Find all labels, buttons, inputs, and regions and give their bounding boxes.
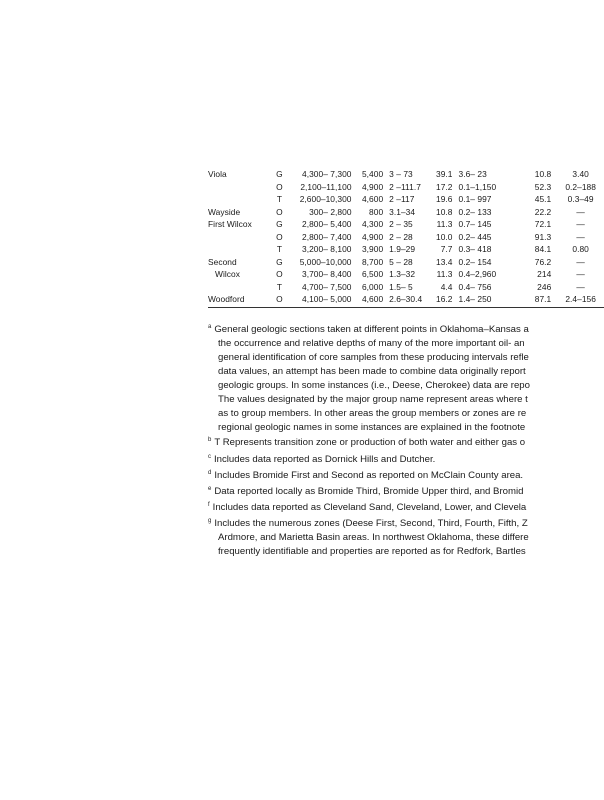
- depth-avg-cell: 800: [369, 206, 384, 217]
- last-column-cell: 2.4–156: [565, 294, 596, 305]
- formation-cell: [208, 243, 269, 256]
- footnote-line: [208, 434, 604, 450]
- formation-cell: Second: [208, 256, 237, 267]
- footnote-marker: a: [208, 324, 212, 330]
- porosity-range-cell: 3.1–34: [389, 206, 416, 217]
- permeability-avg-cell: 10.8: [534, 169, 552, 179]
- permeability-avg-cell: 84.1: [534, 244, 552, 255]
- formation-cell: [208, 281, 269, 294]
- footnote-text: as to group members. In other areas the group members or zones are re: [218, 407, 527, 419]
- last-column-cell: —: [576, 281, 585, 292]
- depth-avg-cell: 3,900: [361, 244, 384, 255]
- footnote-line: [208, 515, 604, 531]
- footnote-line: [208, 365, 604, 379]
- porosity-range-cell: 1.3–32: [389, 269, 416, 280]
- footnote-line: [208, 407, 604, 421]
- table-bottom-rule: [208, 307, 604, 308]
- depth-avg-cell: 8,700: [361, 256, 384, 267]
- footnote-line: [208, 545, 604, 559]
- porosity-avg-cell: 11.3: [436, 219, 453, 230]
- fluid-type-cell: O: [276, 231, 283, 242]
- footnote-line: [208, 499, 604, 515]
- depth-range-cell: 2,800– 5,400: [302, 219, 352, 230]
- table-row: [208, 293, 604, 306]
- table-row: [208, 218, 604, 231]
- permeability-avg-cell: 87.1: [534, 294, 552, 305]
- permeability-avg-cell: 214: [537, 269, 552, 280]
- porosity-avg-cell: 11.3: [436, 269, 453, 280]
- permeability-range-cell: 0.1–1,150: [458, 181, 497, 192]
- formation-cell: [208, 231, 269, 244]
- fluid-type-cell: O: [276, 294, 283, 305]
- footnote-text: The values designated by the major group name represent areas where t: [218, 393, 528, 405]
- footnotes: [208, 321, 604, 559]
- porosity-range-cell: 2 – 35: [389, 219, 413, 230]
- porosity-range-cell: 2 –117: [389, 194, 415, 205]
- last-column-cell: 0.80: [572, 244, 589, 255]
- footnote-line: [208, 483, 604, 499]
- depth-range-cell: 4,700– 7,500: [302, 281, 352, 292]
- permeability-range-cell: 1.4– 250: [458, 294, 492, 305]
- depth-range-cell: 2,100–11,100: [300, 181, 352, 192]
- permeability-range-cell: 0.4– 756: [458, 281, 492, 292]
- footnote-marker: b: [208, 437, 212, 444]
- permeability-avg-cell: 72.1: [534, 219, 552, 230]
- table-row: [208, 231, 604, 244]
- depth-avg-cell: 4,900: [361, 181, 384, 192]
- porosity-range-cell: 3 – 73: [389, 169, 413, 179]
- footnote-line: [208, 393, 604, 407]
- fluid-type-cell: O: [276, 269, 283, 280]
- footnote-text: the occurrence and relative depths of many of the more important oil- an: [218, 338, 525, 350]
- footnote-line: [208, 351, 604, 365]
- formation-cell: First Wilcox: [208, 219, 252, 230]
- footnote-text: Ardmore, and Marietta Basin areas. In northwest Oklahoma, these differe: [218, 532, 529, 543]
- footnote-text: Includes Bromide First and Second as reported on McClain County area.: [214, 469, 524, 481]
- depth-range-cell: 3,700– 8,400: [302, 269, 352, 280]
- permeability-range-cell: 0.3– 418: [458, 244, 492, 255]
- last-column-cell: —: [576, 256, 585, 267]
- fluid-type-cell: G: [276, 169, 283, 179]
- footnote-line: [208, 337, 604, 351]
- depth-range-cell: 3,200– 8,100: [302, 244, 352, 255]
- fluid-type-cell: T: [276, 194, 283, 205]
- permeability-avg-cell: 52.3: [534, 181, 552, 192]
- formation-cell: Wayside: [208, 206, 241, 217]
- formation-cell: [208, 181, 269, 194]
- table-row: [208, 281, 604, 294]
- table-row: [208, 206, 604, 219]
- footnote-marker: f: [208, 501, 210, 508]
- permeability-avg-cell: 45.1: [534, 194, 552, 205]
- table-row: [208, 168, 604, 181]
- footnote-text: General geologic sections taken at different points in Oklahoma–Kansas a: [214, 324, 529, 336]
- fluid-type-cell: G: [276, 256, 283, 267]
- permeability-range-cell: 0.4–2,960: [458, 269, 497, 280]
- table-row: [208, 268, 604, 281]
- depth-range-cell: 5,000–10,000: [299, 256, 352, 267]
- fluid-type-cell: O: [276, 206, 283, 217]
- porosity-range-cell: 2 –111.7: [389, 181, 421, 192]
- footnote-line: [208, 531, 604, 545]
- depth-range-cell: 4,100– 5,000: [302, 294, 352, 305]
- depth-avg-cell: 4,300: [361, 219, 384, 230]
- table-row: [208, 181, 604, 194]
- permeability-range-cell: 0.2– 154: [458, 256, 492, 267]
- last-column-cell: 0.3–49: [567, 194, 594, 205]
- fluid-type-cell: O: [276, 181, 283, 192]
- porosity-avg-cell: 17.2: [436, 181, 453, 192]
- footnote-text: Includes data reported as Cleveland Sand, Cleveland, Lower, and Clevela: [212, 502, 527, 513]
- depth-range-cell: 2,600–10,300: [299, 194, 352, 205]
- porosity-range-cell: 5 – 28: [389, 256, 413, 267]
- footnote-text: regional geologic names in some instances are explained in the footnote: [218, 421, 526, 433]
- permeability-avg-cell: 22.2: [534, 206, 552, 217]
- permeability-avg-cell: 91.3: [534, 231, 552, 242]
- permeability-range-cell: 0.1– 997: [458, 194, 492, 205]
- table-row: [208, 256, 604, 269]
- footnote-line: [208, 421, 604, 435]
- footnote-marker: e: [208, 485, 212, 492]
- porosity-avg-cell: 39.1: [436, 169, 453, 179]
- last-column-cell: —: [576, 269, 585, 280]
- formation-cell: [208, 193, 269, 206]
- depth-avg-cell: 6,500: [361, 269, 384, 280]
- last-column-cell: —: [576, 219, 585, 230]
- porosity-avg-cell: 16.2: [436, 294, 453, 305]
- footnote-marker: g: [208, 517, 212, 524]
- porosity-range-cell: 1.9–29: [389, 244, 416, 255]
- footnote-text: T Represents transition zone or production of both water and either gas o: [214, 437, 526, 449]
- formation-cell: Wilcox: [215, 269, 240, 280]
- footnote-marker: d: [208, 469, 212, 476]
- table-row: [208, 243, 604, 256]
- footnote-text: Includes data reported as Dornick Hills and Dutcher.: [214, 453, 436, 465]
- permeability-range-cell: 0.7– 145: [458, 219, 492, 230]
- depth-range-cell: 2,800– 7,400: [302, 231, 352, 242]
- footnote-text: data values, an attempt has been made to combine data originally report: [218, 365, 526, 377]
- footnote-line: [208, 451, 604, 467]
- porosity-avg-cell: 19.6: [436, 194, 453, 205]
- formation-cell: Woodford: [208, 294, 245, 305]
- depth-avg-cell: 5,400: [361, 169, 384, 179]
- porosity-avg-cell: 10.8: [436, 206, 453, 217]
- footnote-line: [208, 379, 604, 393]
- footnote-text: geologic groups. In some instances (i.e., Deese, Cherokee) data are repo: [218, 379, 530, 391]
- fluid-type-cell: T: [276, 244, 283, 255]
- permeability-range-cell: 3.6– 23: [458, 169, 487, 179]
- depth-range-cell: 4,300– 7,300: [302, 169, 352, 179]
- formation-cell: Viola: [208, 169, 227, 179]
- permeability-range-cell: 0.2– 133: [458, 206, 492, 217]
- permeability-range-cell: 0.2– 445: [458, 231, 492, 242]
- depth-avg-cell: 4,600: [361, 294, 384, 305]
- last-column-cell: —: [576, 231, 585, 242]
- permeability-avg-cell: 246: [537, 281, 552, 292]
- footnote-text: Includes the numerous zones (Deese First, Second, Third, Fourth, Fifth, Z: [214, 518, 528, 530]
- footnote-text: general identification of core samples from these producing intervals refle: [218, 352, 529, 363]
- porosity-range-cell: 1.5– 5: [389, 281, 413, 292]
- reservoir-data-table: [208, 168, 604, 306]
- footnote-text: frequently identifiable and properties are reported as for Redfork, Bartles: [218, 545, 526, 557]
- depth-range-cell: 300– 2,800: [309, 206, 352, 217]
- footnote-text: Data reported locally as Bromide Third, Bromide Upper third, and Bromid: [214, 485, 524, 497]
- depth-avg-cell: 4,900: [361, 231, 384, 242]
- footnote-marker: c: [208, 453, 211, 460]
- last-column-cell: 3.40: [572, 169, 589, 179]
- table-row: [208, 193, 604, 206]
- porosity-range-cell: 2.6–30.4: [389, 294, 423, 305]
- fluid-type-cell: G: [276, 219, 283, 230]
- porosity-avg-cell: 13.4: [436, 256, 453, 267]
- porosity-avg-cell: 4.4: [440, 281, 453, 292]
- porosity-avg-cell: 7.7: [440, 244, 453, 255]
- fluid-type-cell: T: [276, 281, 283, 292]
- depth-avg-cell: 6,000: [361, 281, 384, 292]
- last-column-cell: —: [576, 206, 585, 217]
- porosity-range-cell: 2 – 28: [389, 231, 413, 242]
- permeability-avg-cell: 76.2: [534, 256, 552, 267]
- footnote-line: [208, 467, 604, 483]
- porosity-avg-cell: 10.0: [436, 231, 453, 242]
- last-column-cell: 0.2–188: [565, 181, 596, 192]
- footnote-line: [208, 321, 604, 337]
- depth-avg-cell: 4,600: [361, 194, 384, 205]
